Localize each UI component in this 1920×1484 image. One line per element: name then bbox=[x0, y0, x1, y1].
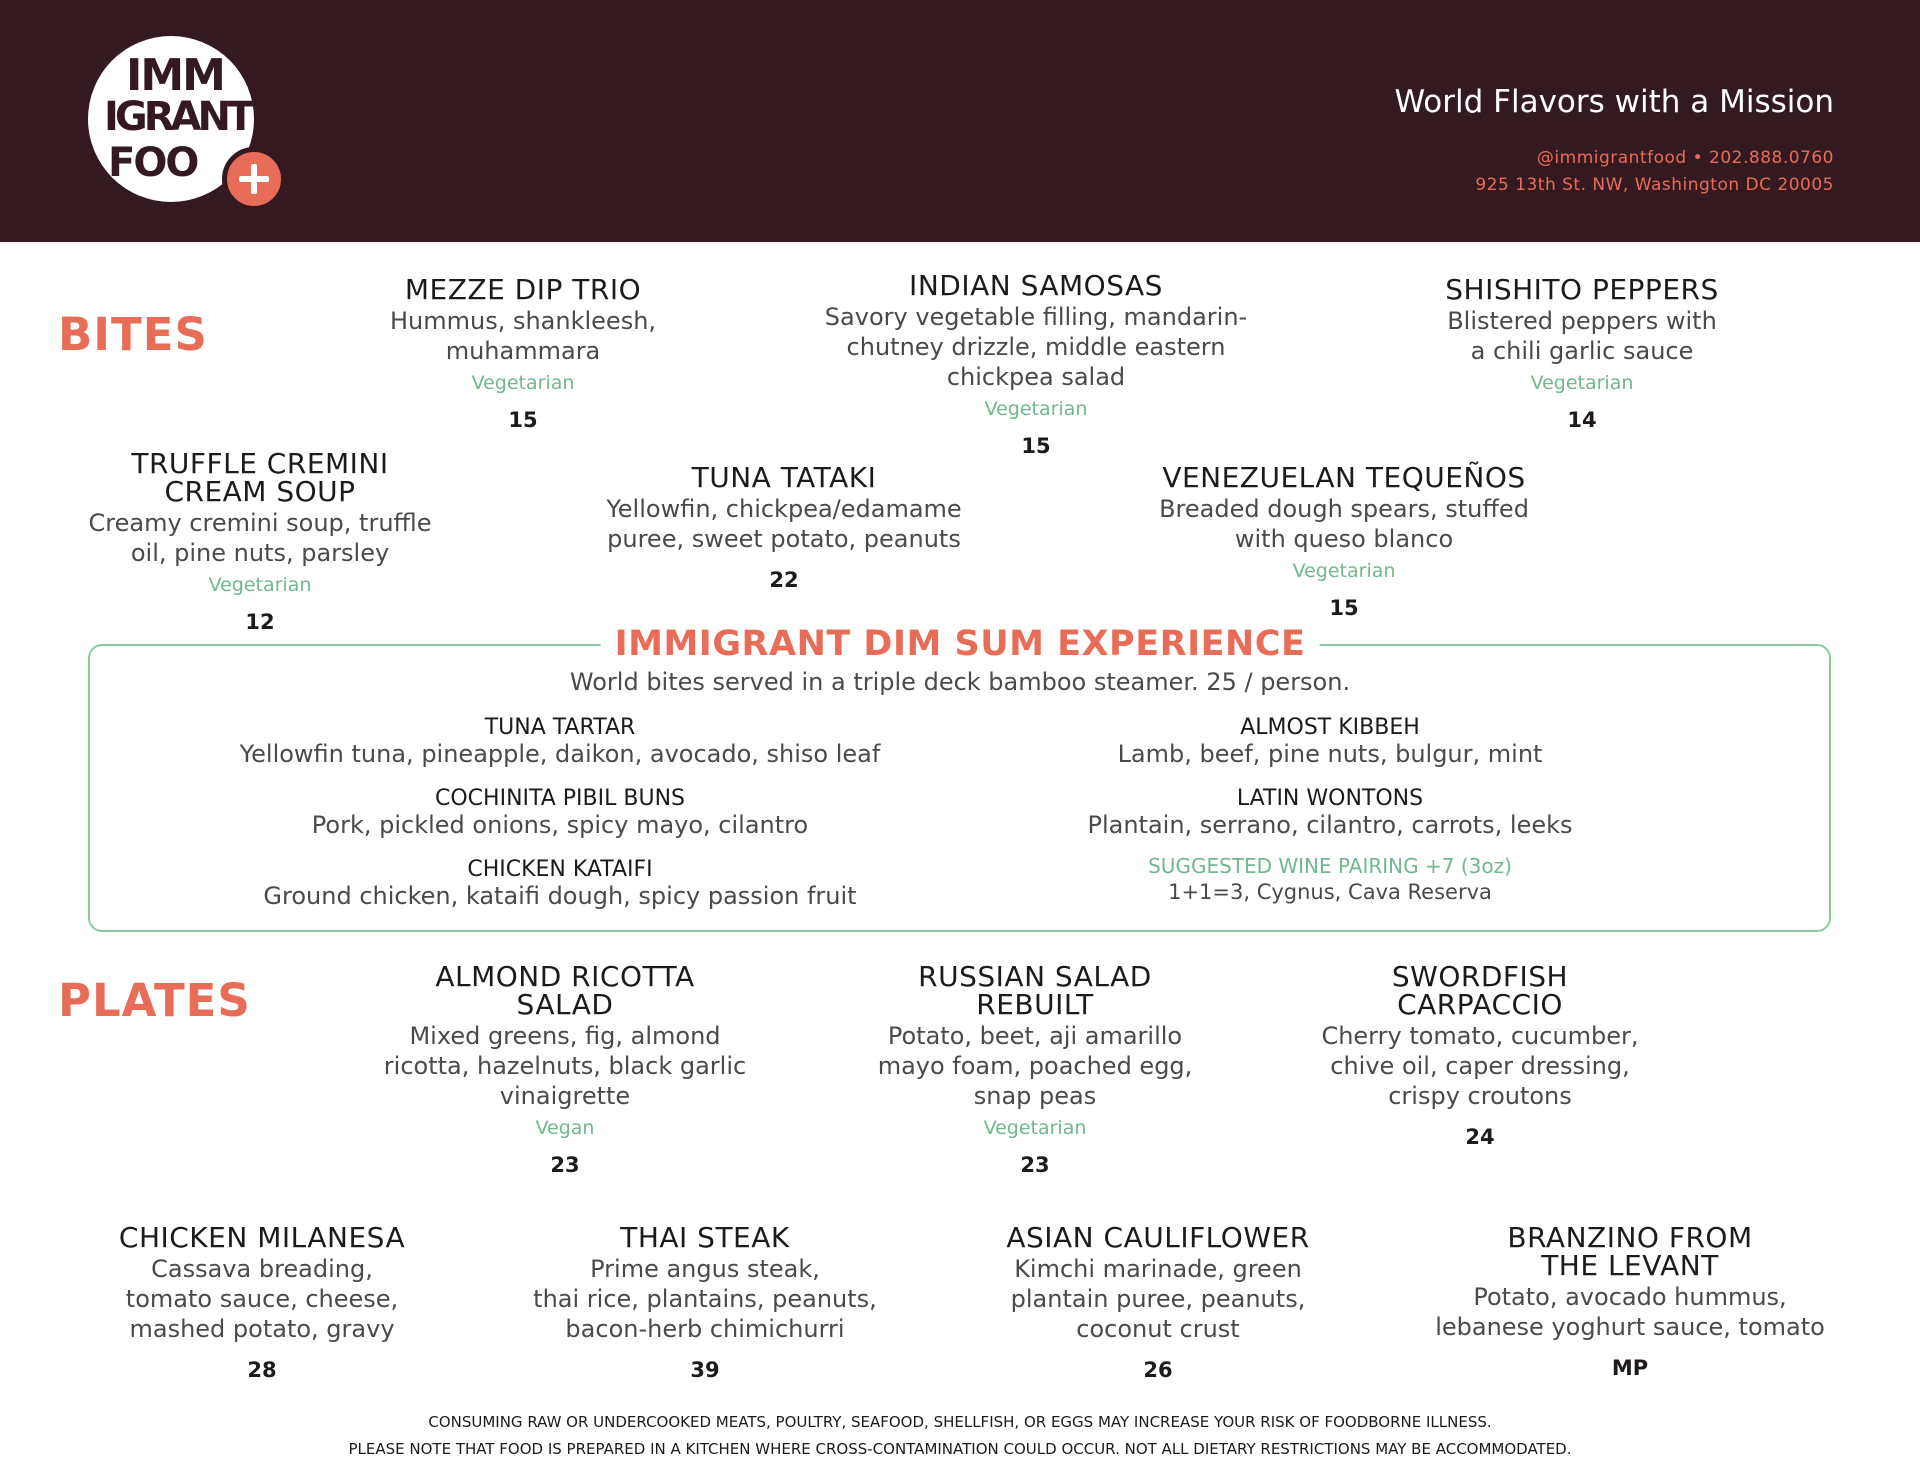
item-diet-tag: Vegetarian bbox=[984, 398, 1088, 420]
tagline: World Flavors with a Mission bbox=[1394, 84, 1834, 120]
item-name: MEZZE DIP TRIO bbox=[404, 273, 642, 306]
item-name: VENEZUELAN TEQUEÑOS bbox=[1162, 461, 1526, 494]
logo-line-1: IMM bbox=[126, 50, 224, 101]
wine-pairing-label: SUGGESTED WINE PAIRING +7 (3oz) bbox=[1148, 854, 1512, 878]
item-description: Hummus, shankleesh, muhammara bbox=[389, 307, 657, 365]
header-banner bbox=[0, 0, 1920, 242]
item-price: 14 bbox=[1567, 408, 1597, 432]
item-price: 26 bbox=[1143, 1358, 1173, 1382]
item-price: MP bbox=[1611, 1356, 1649, 1380]
item-name-line-2: CARPACCIO bbox=[1397, 988, 1563, 1021]
item-name: SHISHITO PEPPERS bbox=[1445, 273, 1719, 306]
item-description: Savory vegetable filling, mandarin- chutney drizzle, middle eastern chickpea salad bbox=[824, 303, 1248, 391]
item-description: Cherry tomato, cucumber, chive oil, caper dressing, crispy croutons bbox=[1321, 1022, 1639, 1110]
menu-item bbox=[1321, 960, 1639, 1149]
item-name: RUSSIAN SALAD bbox=[918, 960, 1152, 993]
item-name: TRUFFLE CREMINI bbox=[131, 447, 389, 480]
item-name: CHICKEN MILANESA bbox=[118, 1221, 406, 1254]
plates-section-title: PLATES bbox=[58, 974, 251, 1027]
dim-sum-item-description: Lamb, beef, pine nuts, bulgur, mint bbox=[1117, 740, 1543, 768]
dim-sum-item-description: Yellowfin tuna, pineapple, daikon, avocado, shiso leaf bbox=[239, 740, 881, 768]
dim-sum-item-description: Pork, pickled onions, spicy mayo, cilantro bbox=[311, 811, 809, 839]
item-name-line-2: THE LEVANT bbox=[1541, 1249, 1719, 1282]
item-description: Kimchi marinade, green plantain puree, peanuts, coconut crust bbox=[1010, 1255, 1306, 1343]
item-diet-tag: Vegetarian bbox=[1530, 372, 1634, 394]
dim-sum-item bbox=[312, 787, 808, 839]
menu-item bbox=[118, 1221, 406, 1382]
logo-line-3: FOO bbox=[108, 140, 198, 186]
item-name-line-2: CREAM SOUP bbox=[164, 475, 356, 508]
menu-item bbox=[606, 461, 962, 592]
disclaimer-line-1: CONSUMING RAW OR UNDERCOOKED MEATS, POULTRY, SEAFOOD, SHELLFISH, OR EGGS MAY INCREASE YOUR RISK OF FOODBORNE ILLNESS. bbox=[428, 1413, 1492, 1431]
dim-sum-title: IMMIGRANT DIM SUM EXPERIENCE bbox=[601, 624, 1320, 664]
item-description: Blistered peppers with a chili garlic sauce bbox=[1447, 307, 1717, 365]
item-price: 15 bbox=[508, 408, 538, 432]
item-name: ALMOND RICOTTA bbox=[435, 960, 695, 993]
contact-address: 925 13th St. NW, Washington DC 20005 bbox=[1475, 175, 1834, 195]
dim-sum-item bbox=[263, 858, 856, 910]
item-name-line-2: REBUILT bbox=[976, 988, 1094, 1021]
item-description: Potato, beet, aji amarillo mayo foam, poached egg, snap peas bbox=[877, 1022, 1193, 1110]
menu-item bbox=[1159, 461, 1529, 620]
dim-sum-item-name: ALMOST KIBBEH bbox=[1240, 715, 1420, 740]
dim-sum-item bbox=[1087, 787, 1572, 839]
item-diet-tag: Vegan bbox=[535, 1117, 595, 1139]
item-name: TUNA TATAKI bbox=[691, 461, 877, 494]
item-price: 28 bbox=[247, 1358, 277, 1382]
item-name: BRANZINO FROM bbox=[1507, 1221, 1753, 1254]
menu-item bbox=[383, 960, 747, 1177]
disclaimer-line-2: PLEASE NOTE THAT FOOD IS PREPARED IN A KITCHEN WHERE CROSS-CONTAMINATION COULD OCCUR. NOT ALL DIETARY RESTRICTIONS MAY BE ACCOMMODATED. bbox=[348, 1440, 1572, 1458]
dim-sum-item-name: COCHINITA PIBIL BUNS bbox=[434, 786, 685, 811]
item-price: 22 bbox=[769, 568, 799, 592]
item-description: Potato, avocado hummus, lebanese yoghurt sauce, tomato bbox=[1435, 1283, 1825, 1341]
item-name: ASIAN CAULIFLOWER bbox=[1006, 1221, 1310, 1254]
contact-social-phone: @immigrantfood • 202.888.0760 bbox=[1536, 148, 1834, 168]
item-price: 12 bbox=[245, 610, 275, 634]
item-price: 15 bbox=[1021, 434, 1051, 458]
dim-sum-item-description: Plantain, serrano, cilantro, carrots, leeks bbox=[1087, 811, 1573, 839]
item-price: 39 bbox=[690, 1358, 720, 1382]
item-name: SWORDFISH bbox=[1391, 960, 1569, 993]
menu-item bbox=[389, 273, 657, 432]
menu-item bbox=[88, 447, 432, 634]
item-name-line-2: SALAD bbox=[516, 988, 614, 1021]
menu-item bbox=[1435, 1221, 1825, 1380]
dim-sum-subtitle: World bites served in a triple deck bamboo steamer. 25 / person. bbox=[569, 668, 1351, 696]
menu-item bbox=[824, 269, 1248, 458]
dim-sum-item-name: CHICKEN KATAIFI bbox=[467, 857, 653, 882]
item-description: Cassava breading, tomato sauce, cheese, mashed potato, gravy bbox=[125, 1255, 399, 1343]
item-description: Mixed greens, fig, almond ricotta, hazelnuts, black garlic vinaigrette bbox=[383, 1022, 747, 1110]
dim-sum-item bbox=[1118, 716, 1543, 768]
item-price: 23 bbox=[550, 1153, 580, 1177]
item-price: 24 bbox=[1465, 1125, 1495, 1149]
item-description: Yellowfin, chickpea/edamame puree, sweet potato, peanuts bbox=[606, 495, 962, 553]
plus-icon bbox=[222, 147, 286, 211]
item-diet-tag: Vegetarian bbox=[471, 372, 575, 394]
item-diet-tag: Vegetarian bbox=[208, 574, 312, 596]
item-name: THAI STEAK bbox=[620, 1221, 790, 1254]
logo-line-2: IGRANT bbox=[104, 94, 251, 140]
bites-section-title: BITES bbox=[58, 308, 208, 361]
dim-sum-item-description: Ground chicken, kataifi dough, spicy passion fruit bbox=[263, 882, 857, 910]
dim-sum-item bbox=[240, 716, 881, 768]
menu-item bbox=[1445, 273, 1719, 432]
item-description: Creamy cremini soup, truffle oil, pine nuts, parsley bbox=[88, 509, 432, 567]
wine-pairing-list: 1+1=3, Cygnus, Cava Reserva bbox=[1168, 880, 1492, 904]
item-name: INDIAN SAMOSAS bbox=[909, 269, 1163, 302]
item-price: 15 bbox=[1329, 596, 1359, 620]
dim-sum-item-name: LATIN WONTONS bbox=[1236, 786, 1424, 811]
item-diet-tag: Vegetarian bbox=[983, 1117, 1087, 1139]
menu-item bbox=[533, 1221, 877, 1382]
dim-sum-item-name: TUNA TARTAR bbox=[484, 715, 636, 740]
item-diet-tag: Vegetarian bbox=[1292, 560, 1396, 582]
wine-pairing bbox=[1148, 854, 1512, 906]
item-description: Prime angus steak, thai rice, plantains, peanuts, bacon-herb chimichurri bbox=[533, 1255, 877, 1343]
item-price: 23 bbox=[1020, 1153, 1050, 1177]
item-description: Breaded dough spears, stuffed with queso blanco bbox=[1159, 495, 1529, 553]
menu-item bbox=[1006, 1221, 1310, 1382]
menu-item bbox=[877, 960, 1193, 1177]
